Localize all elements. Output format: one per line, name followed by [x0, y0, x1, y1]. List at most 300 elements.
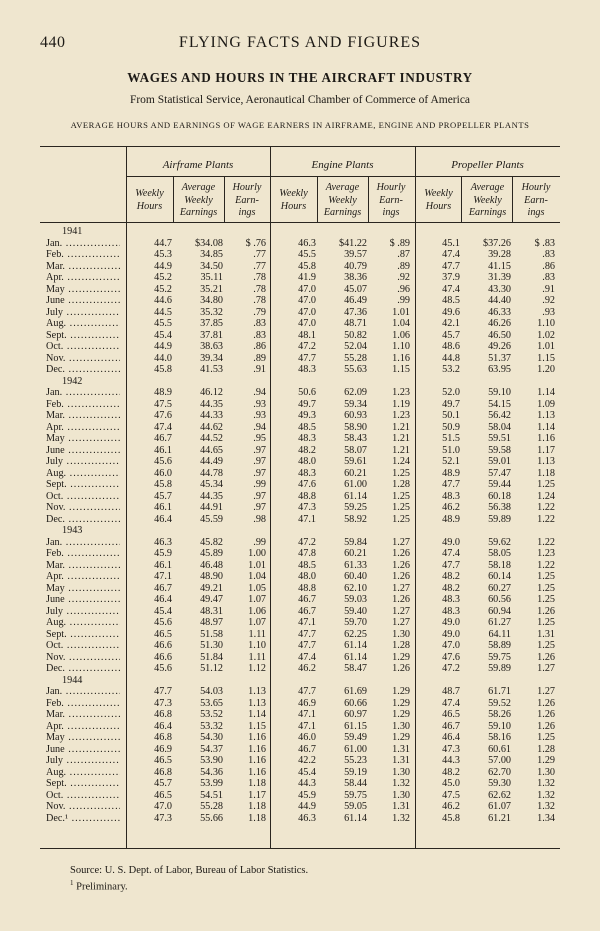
engine-weekly-earnings: 61.69 [344, 686, 367, 697]
engine-hours: 46.3 [298, 812, 316, 824]
propeller-hourly-earnings: 1.14 [537, 387, 555, 398]
engine-hourly-earnings: 1.25 [392, 502, 410, 513]
month-label: Aug. ..... [46, 767, 120, 779]
engine-weekly-earnings: 59.25 [344, 502, 367, 513]
propeller-weekly-earnings: 64.11 [488, 628, 511, 640]
airframe-weekly-earnings: 35.21 [200, 283, 223, 295]
engine-hours: 48.3 [298, 467, 316, 479]
propeller-weekly-earnings: 57.00 [488, 755, 511, 766]
airframe-hours: 45.4 [154, 329, 172, 341]
engine-hours: 46.9 [298, 697, 316, 709]
engine-weekly-earnings: 55.63 [344, 364, 367, 375]
table-row [40, 307, 560, 319]
engine-weekly-earnings: 62.25 [344, 628, 367, 640]
weekly-hours-header [270, 188, 317, 213]
airframe-weekly-earnings: 44.52 [200, 433, 223, 444]
month-label: June ..... [46, 594, 120, 606]
propeller-hours: 47.4 [442, 697, 460, 709]
engine-weekly-earnings: 59.40 [344, 605, 367, 617]
airframe-hourly-earnings: .86 [253, 341, 266, 352]
engine-hours: 48.5 [298, 421, 316, 433]
propeller-hours: 45.0 [442, 778, 460, 789]
engine-weekly-earnings: 40.79 [344, 260, 367, 272]
airframe-hours: 46.5 [154, 789, 172, 801]
airframe-weekly-earnings: 51.58 [200, 628, 223, 640]
propeller-hourly-earnings: 1.26 [537, 709, 555, 720]
table-row [40, 261, 560, 273]
engine-weekly-earnings: 61.14 [344, 640, 367, 651]
propeller-hourly-earnings: 1.25 [537, 732, 555, 743]
airframe-hourly-earnings: 1.11 [248, 628, 266, 640]
airframe-hours: 46.1 [154, 559, 172, 571]
group-header-engine: Engine Plants [311, 159, 374, 171]
month-label: Jan. ..... [46, 537, 120, 549]
airframe-hours: 44.9 [154, 341, 172, 352]
airframe-hours: 45.5 [154, 318, 172, 329]
airframe-hours: 47.6 [154, 410, 172, 421]
propeller-hourly-earnings: 1.15 [537, 352, 555, 364]
propeller-hourly-earnings: 1.01 [537, 341, 555, 352]
engine-hours: 44.9 [298, 801, 316, 812]
avg-weekly-earnings-header [317, 182, 368, 220]
table-row [40, 502, 560, 514]
airframe-hours: 46.9 [154, 743, 172, 755]
month-label: Dec. ..... [46, 663, 120, 675]
engine-weekly-earnings: 55.23 [344, 755, 367, 766]
propeller-hourly-earnings: 1.25 [537, 617, 555, 628]
airframe-hours: 46.1 [154, 444, 172, 456]
propeller-hours: 46.2 [442, 801, 460, 812]
month-label: July ..... [46, 307, 120, 319]
airframe-hours: 45.2 [154, 283, 172, 295]
table-row [40, 284, 560, 296]
column-header-line: Weekly [135, 188, 164, 199]
airframe-weekly-earnings: 44.33 [200, 410, 223, 421]
column-header-line: Hours [280, 200, 307, 212]
propeller-hourly-earnings: .93 [542, 306, 555, 318]
engine-weekly-earnings: 61.15 [344, 720, 367, 732]
month-label: Apr. ..... [46, 571, 120, 583]
month-label: Sept. ..... [46, 479, 120, 491]
table-row [40, 790, 560, 802]
propeller-weekly-earnings: 61.27 [488, 617, 511, 628]
column-header-line: Weekly [424, 188, 453, 199]
propeller-hours: 48.3 [442, 594, 460, 605]
hourly-earnings-header [513, 182, 559, 220]
propeller-hourly-earnings: .86 [542, 260, 555, 272]
engine-hourly-earnings: 1.28 [392, 640, 410, 651]
year-label: 1942 [62, 375, 83, 387]
table-row [40, 801, 560, 813]
table-row [40, 410, 560, 422]
engine-weekly-earnings: 52.04 [344, 341, 367, 352]
propeller-weekly-earnings: 59.75 [488, 651, 511, 663]
engine-hourly-earnings: 1.04 [392, 318, 410, 329]
airframe-hourly-earnings: 1.15 [248, 720, 266, 732]
engine-hourly-earnings: 1.06 [392, 329, 410, 341]
airframe-weekly-earnings: 39.34 [200, 352, 223, 364]
engine-hours: 46.7 [298, 605, 316, 617]
propeller-hours: 47.2 [442, 663, 460, 674]
month-label: Oct. ..... [46, 640, 120, 652]
airframe-hourly-earnings: .78 [253, 283, 266, 295]
engine-hourly-earnings: .87 [397, 249, 410, 260]
engine-hourly-earnings: 1.19 [392, 398, 410, 410]
airframe-hours: 46.7 [154, 433, 172, 444]
group-header-rule [126, 176, 560, 177]
year-label: 1941 [62, 226, 83, 237]
table-row [40, 514, 560, 526]
airframe-weekly-earnings: 37.81 [200, 329, 223, 341]
propeller-hourly-earnings: $ .83 [534, 237, 555, 249]
airframe-hours: 46.7 [154, 582, 172, 594]
table-row [40, 387, 560, 399]
airframe-hourly-earnings: 1.12 [248, 663, 266, 674]
airframe-weekly-earnings: 34.80 [200, 295, 223, 306]
engine-weekly-earnings: 39.57 [344, 249, 367, 260]
running-title: FLYING FACTS AND FIGURES [178, 34, 422, 51]
engine-hourly-earnings: 1.21 [392, 433, 410, 444]
table-row [40, 433, 560, 445]
propeller-weekly-earnings: 46.26 [488, 318, 511, 329]
propeller-weekly-earnings: 61.71 [488, 686, 511, 697]
engine-hourly-earnings: 1.15 [392, 364, 410, 375]
airframe-hours: 46.3 [154, 536, 172, 548]
propeller-hourly-earnings: 1.23 [537, 548, 555, 559]
airframe-weekly-earnings: 51.84 [200, 651, 223, 663]
engine-weekly-earnings: 58.92 [344, 513, 367, 525]
engine-hourly-earnings: 1.30 [392, 766, 410, 778]
month-label: Nov. ..... [46, 353, 120, 365]
engine-hours: 45.8 [298, 260, 316, 272]
table-body [40, 226, 560, 824]
propeller-hourly-earnings: 1.26 [537, 697, 555, 709]
airframe-hours: 45.6 [154, 617, 172, 628]
engine-weekly-earnings: 58.44 [344, 778, 367, 789]
engine-hourly-earnings: $ .89 [389, 237, 410, 249]
engine-weekly-earnings: 60.97 [344, 709, 367, 720]
engine-weekly-earnings: 58.47 [344, 663, 367, 674]
propeller-hours: 47.7 [442, 559, 460, 571]
engine-hourly-earnings: .96 [397, 283, 410, 295]
month-label: May ..... [46, 583, 120, 595]
propeller-hourly-earnings: 1.22 [537, 513, 555, 525]
propeller-weekly-earnings: 59.89 [488, 663, 511, 674]
engine-hourly-earnings: 1.29 [392, 651, 410, 663]
engine-weekly-earnings: 62.10 [344, 582, 367, 594]
airframe-hours: 46.5 [154, 628, 172, 640]
propeller-weekly-earnings: 59.51 [488, 433, 511, 444]
airframe-weekly-earnings: 41.53 [200, 364, 223, 375]
airframe-hourly-earnings: $ .76 [245, 237, 266, 249]
engine-hourly-earnings: 1.21 [392, 421, 410, 433]
table-row [40, 663, 560, 675]
propeller-hours: 48.9 [442, 467, 460, 479]
propeller-weekly-earnings: 58.18 [488, 559, 511, 571]
table-row [40, 422, 560, 434]
airframe-weekly-earnings: 34.85 [200, 249, 223, 260]
engine-hourly-earnings: 1.32 [392, 812, 410, 824]
propeller-hours: 51.0 [442, 444, 460, 456]
table-row [40, 755, 560, 767]
propeller-weekly-earnings: 59.89 [488, 513, 511, 525]
month-label: Sept. ..... [46, 330, 120, 342]
engine-hours: 47.7 [298, 640, 316, 651]
propeller-weekly-earnings: 46.50 [488, 329, 511, 341]
propeller-weekly-earnings: 60.56 [488, 594, 511, 605]
month-label: Oct. ..... [46, 491, 120, 503]
month-label: Dec.¹ ..... [46, 813, 120, 825]
airframe-weekly-earnings: 37.85 [200, 318, 223, 329]
table-subtitle: From Statistical Service, Aeronautical Chamber of Commerce of America [129, 94, 471, 106]
propeller-hourly-earnings: 1.14 [537, 421, 555, 433]
airframe-weekly-earnings: 46.48 [200, 559, 223, 571]
engine-hours: 44.3 [298, 778, 316, 789]
engine-hourly-earnings: 1.25 [392, 513, 410, 525]
propeller-hours: 52.0 [442, 387, 460, 398]
month-label: Oct. ..... [46, 790, 120, 802]
table-row [40, 330, 560, 342]
propeller-weekly-earnings: 60.14 [488, 571, 511, 582]
airframe-hours: 48.9 [154, 387, 172, 398]
engine-hourly-earnings: .92 [397, 272, 410, 283]
propeller-weekly-earnings: 39.28 [488, 249, 511, 260]
table-row [40, 353, 560, 365]
propeller-hours: 48.3 [442, 490, 460, 502]
month-label: Jan. ..... [46, 238, 120, 250]
propeller-hourly-earnings: .91 [542, 283, 555, 295]
engine-hours: 50.6 [298, 387, 316, 398]
table-row [40, 686, 560, 698]
table-caption: AVERAGE HOURS AND EARNINGS OF WAGE EARNERS IN AIRFRAME, ENGINE AND PROPELLER PLANTS [70, 120, 530, 130]
airframe-hourly-earnings: .78 [253, 272, 266, 283]
column-header-line: Weekly [473, 194, 502, 206]
propeller-hours: 48.7 [442, 686, 460, 697]
propeller-hours: 46.4 [442, 732, 460, 743]
engine-hours: 47.1 [298, 720, 316, 732]
engine-weekly-earnings: 47.36 [344, 306, 367, 318]
propeller-hourly-earnings: 1.26 [537, 720, 555, 732]
engine-hours: 47.1 [298, 617, 316, 628]
engine-hourly-earnings: 1.26 [392, 559, 410, 571]
table-row [40, 594, 560, 606]
column-header-line: ings [527, 207, 545, 218]
propeller-hourly-earnings: 1.25 [537, 571, 555, 582]
table-row [40, 341, 560, 353]
propeller-hourly-earnings: 1.26 [537, 605, 555, 617]
engine-hours: 47.2 [298, 536, 316, 548]
propeller-hourly-earnings: 1.32 [537, 801, 555, 812]
propeller-weekly-earnings: 58.05 [488, 548, 511, 559]
propeller-weekly-earnings: 59.44 [488, 479, 511, 490]
propeller-weekly-earnings: 51.37 [488, 352, 511, 364]
table-row [40, 778, 560, 790]
table-row [40, 249, 560, 261]
airframe-weekly-earnings: 44.35 [200, 490, 223, 502]
propeller-weekly-earnings: 31.39 [488, 272, 511, 283]
engine-weekly-earnings: 60.66 [344, 697, 367, 709]
airframe-weekly-earnings: 44.35 [200, 398, 223, 410]
airframe-weekly-earnings: 35.32 [200, 306, 223, 318]
propeller-hours: 37.9 [442, 272, 460, 283]
engine-weekly-earnings: 62.09 [344, 387, 367, 398]
propeller-hours: 47.5 [442, 789, 460, 801]
table-row [40, 456, 560, 468]
propeller-hours: 42.1 [442, 318, 460, 329]
propeller-hours: 47.4 [442, 283, 460, 295]
propeller-hours: 48.6 [442, 341, 460, 352]
year-label: 1944 [62, 674, 83, 686]
airframe-hours: 47.0 [154, 801, 172, 812]
month-label: Apr. ..... [46, 422, 120, 434]
column-header-line: Earn- [379, 194, 403, 206]
propeller-hours: 49.7 [442, 398, 460, 410]
table-row [40, 698, 560, 710]
airframe-hourly-earnings: .99 [253, 536, 266, 548]
propeller-weekly-earnings: 63.95 [488, 364, 511, 375]
table-row [40, 238, 560, 250]
engine-hourly-earnings: 1.10 [392, 341, 410, 352]
propeller-weekly-earnings: 60.94 [488, 605, 511, 617]
propeller-hours: 48.2 [442, 766, 460, 778]
engine-hours: 48.8 [298, 490, 316, 502]
engine-hourly-earnings: .99 [397, 295, 410, 306]
wages-table [40, 146, 560, 849]
airframe-hourly-earnings: .97 [253, 467, 266, 479]
propeller-hourly-earnings: .92 [542, 295, 555, 306]
propeller-hourly-earnings: 1.25 [537, 582, 555, 594]
airframe-hourly-earnings: 1.07 [248, 594, 266, 605]
engine-weekly-earnings: 60.40 [344, 571, 367, 582]
table-row [40, 364, 560, 376]
hourly-earnings-header [224, 182, 270, 220]
propeller-hourly-earnings: 1.02 [537, 329, 555, 341]
engine-hourly-earnings: 1.31 [392, 743, 410, 755]
month-label: Jan. ..... [46, 387, 120, 399]
engine-hourly-earnings: .89 [397, 260, 410, 272]
month-label: Sept. ..... [46, 629, 120, 641]
propeller-weekly-earnings: 60.18 [488, 490, 511, 502]
propeller-hours: 50.1 [442, 410, 460, 421]
engine-hourly-earnings: 1.27 [392, 536, 410, 548]
engine-hourly-earnings: 1.29 [392, 732, 410, 743]
airframe-weekly-earnings: 44.49 [200, 456, 223, 467]
propeller-weekly-earnings: 58.04 [488, 421, 511, 433]
engine-hours: 48.1 [298, 329, 316, 341]
table-row [40, 571, 560, 583]
month-label: Dec. ..... [46, 514, 120, 526]
table-row [40, 399, 560, 411]
engine-hours: 47.8 [298, 548, 316, 559]
airframe-hourly-earnings: 1.16 [248, 755, 266, 766]
propeller-hourly-earnings: 1.22 [537, 559, 555, 571]
engine-hours: 45.9 [298, 789, 316, 801]
airframe-hours: 45.8 [154, 479, 172, 490]
column-header-line: ings [382, 207, 400, 218]
footnote [70, 879, 128, 893]
airframe-hourly-earnings: 1.04 [248, 571, 266, 582]
airframe-hours: 46.8 [154, 709, 172, 720]
airframe-hourly-earnings: 1.16 [248, 732, 266, 743]
month-label: Apr. ..... [46, 272, 120, 284]
engine-hourly-earnings: 1.30 [392, 628, 410, 640]
propeller-weekly-earnings: 59.52 [488, 697, 511, 709]
engine-weekly-earnings: 59.75 [344, 789, 367, 801]
airframe-hourly-earnings: .94 [253, 387, 266, 398]
group-header-airframe: Airframe Plants [162, 159, 234, 171]
propeller-hours: 46.2 [442, 502, 460, 513]
propeller-hours: 47.0 [442, 640, 460, 651]
engine-hours: 42.2 [298, 755, 316, 766]
airframe-hourly-earnings: .83 [253, 329, 266, 341]
airframe-hourly-earnings: .94 [253, 421, 266, 433]
engine-hourly-earnings: 1.26 [392, 594, 410, 605]
propeller-weekly-earnings: 57.47 [488, 467, 511, 479]
year-label: 1943 [62, 525, 83, 536]
engine-weekly-earnings: 58.90 [344, 421, 367, 433]
airframe-hours: 47.3 [154, 697, 172, 709]
airframe-hourly-earnings: 1.05 [248, 582, 266, 594]
engine-weekly-earnings: 61.00 [344, 479, 367, 490]
month-label: Feb. ..... [46, 548, 120, 560]
propeller-hourly-earnings: 1.25 [537, 640, 555, 651]
source-note: Source: U. S. Dept. of Labor, Bureau of Labor Statistics. [70, 865, 309, 876]
airframe-hours: 47.1 [154, 571, 172, 582]
table-row [40, 652, 560, 664]
airframe-weekly-earnings: 48.90 [200, 571, 223, 582]
engine-hours: 46.2 [298, 663, 316, 674]
airframe-weekly-earnings: 54.51 [200, 789, 223, 801]
airframe-hourly-earnings: 1.06 [248, 605, 266, 617]
month-label: Mar. ..... [46, 261, 120, 273]
airframe-weekly-earnings: 45.82 [200, 536, 223, 548]
table-row [40, 491, 560, 503]
engine-hours: 47.6 [298, 479, 316, 490]
airframe-hours: 44.7 [154, 237, 172, 249]
table-row [40, 318, 560, 330]
engine-hours: 48.0 [298, 456, 316, 467]
airframe-hourly-earnings: .97 [253, 444, 266, 456]
weekly-hours-header [126, 188, 173, 213]
engine-hourly-earnings: 1.27 [392, 605, 410, 617]
airframe-hourly-earnings: .83 [253, 318, 266, 329]
engine-weekly-earnings: 59.19 [344, 766, 367, 778]
propeller-weekly-earnings: 61.21 [488, 812, 511, 824]
engine-hours: 47.0 [298, 306, 316, 318]
airframe-weekly-earnings: 38.63 [200, 341, 223, 352]
column-header-line: Weekly [328, 194, 357, 206]
propeller-hours: 45.1 [442, 237, 460, 249]
airframe-hourly-earnings: 1.18 [248, 812, 266, 824]
propeller-hours: 49.0 [442, 536, 460, 548]
month-label: Aug. ..... [46, 617, 120, 629]
airframe-hourly-earnings: .89 [253, 352, 266, 364]
table-row [40, 583, 560, 595]
engine-weekly-earnings: 46.49 [344, 295, 367, 306]
propeller-hourly-earnings: 1.09 [537, 398, 555, 410]
airframe-hourly-earnings: .79 [253, 306, 266, 318]
airframe-weekly-earnings: 34.50 [200, 260, 223, 272]
engine-weekly-earnings: 61.33 [344, 559, 367, 571]
airframe-hourly-earnings: 1.11 [248, 651, 266, 663]
airframe-hours: 45.8 [154, 364, 172, 375]
month-label: Feb. ..... [46, 698, 120, 710]
column-header-line: Hours [136, 200, 163, 212]
airframe-weekly-earnings: 45.34 [200, 479, 223, 490]
airframe-weekly-earnings: 54.30 [200, 732, 223, 743]
column-header-line: ings [238, 207, 256, 218]
engine-weekly-earnings: 45.07 [344, 283, 367, 295]
